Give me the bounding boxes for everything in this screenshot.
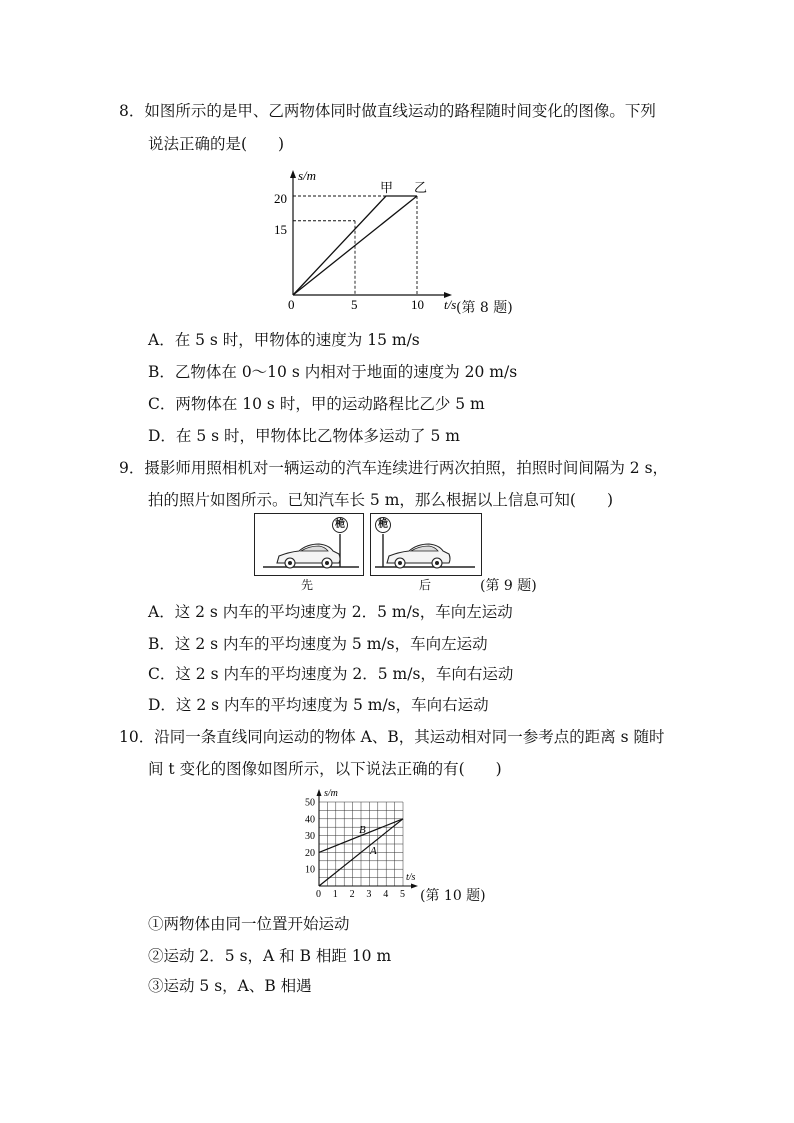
q8-y-label: s/m — [298, 168, 317, 183]
q8-origin: 0 — [288, 297, 295, 312]
q8-xtick-10: 10 — [411, 297, 424, 312]
q8-caption: (第 8 题) — [456, 300, 513, 316]
q8-st-graph — [260, 165, 470, 315]
q9-option-a: A．这 2 s 内车的平均速度为 2．5 m/s，车向左运动 — [148, 603, 513, 621]
q9-option-d: D．这 2 s 内车的平均速度为 5 m/s，车向右运动 — [148, 696, 489, 714]
q8-label-jia: 甲 — [380, 180, 394, 195]
q8-y-arrow — [290, 170, 296, 178]
q10-statement-1: ①两物体由同一位置开始运动 — [148, 915, 350, 933]
q10-ytick: 30 — [305, 831, 315, 843]
q8-option-a: A．在 5 s 时，甲物体的速度为 15 m/s — [148, 331, 420, 349]
q10-label-b: B — [359, 824, 366, 836]
q10-stem-line1: 10．沿同一条直线同向运动的物体 A、B，其运动相对同一参考点的距离 s 随时 — [119, 728, 665, 746]
q10-ytick: 50 — [305, 797, 315, 809]
sign-icon: 桅 — [332, 517, 348, 533]
q8-xtick-5: 5 — [351, 297, 358, 312]
q10-y-label: s/m — [324, 788, 338, 799]
q10-statement-3: ③运动 5 s，A、B 相遇 — [148, 977, 312, 995]
q8-x-label: t/s — [444, 297, 457, 312]
q10-xtick: 2 — [349, 889, 355, 900]
q10-xtick: 0 — [316, 889, 321, 900]
q10-x-arrow — [411, 884, 418, 889]
car-shape — [277, 544, 340, 568]
q10-label-a: A — [370, 845, 377, 857]
q8-label-yi: 乙 — [414, 180, 428, 195]
q8-option-d: D．在 5 s 时，甲物体比乙物体多运动了 5 m — [148, 427, 460, 445]
q9-stem-line1: 9．摄影师用照相机对一辆运动的汽车连续进行两次拍照，拍照时间间隔为 2 s， — [119, 459, 669, 477]
q9-caption: (第 9 题) — [480, 578, 537, 594]
sign-icon: 桅 — [375, 517, 391, 533]
q9-photo-first — [254, 513, 364, 576]
q8-stem-line2: 说法正确的是( ) — [148, 135, 285, 153]
q10-x-label: t/s — [406, 872, 416, 883]
q10-y-arrow — [317, 789, 322, 796]
q10-xtick: 3 — [366, 889, 372, 900]
q9-photo-label-first: 先 — [301, 578, 314, 592]
q8-option-c: C．两物体在 10 s 时，甲的运动路程比乙少 5 m — [148, 395, 485, 413]
q9-option-c: C．这 2 s 内车的平均速度为 2．5 m/s，车向右运动 — [148, 665, 514, 683]
q10-xtick: 1 — [332, 889, 338, 900]
q8-option-b: B．乙物体在 0～10 s 内相对于地面的速度为 20 m/s — [148, 363, 518, 381]
q8-ytick-15: 15 — [274, 222, 287, 237]
q8-series-line-1 — [293, 196, 417, 295]
q10-ytick: 20 — [305, 847, 315, 859]
q10-xtick: 4 — [383, 889, 389, 900]
q10-xtick: 5 — [400, 889, 405, 900]
car-shape — [387, 544, 450, 568]
q9-photo-second — [370, 513, 482, 576]
q8-ytick-20: 20 — [274, 191, 287, 206]
q10-stem-line2: 间 t 变化的图像如图所示，以下说法正确的有( ) — [148, 760, 502, 778]
q10-ytick: 10 — [305, 864, 315, 876]
q9-option-b: B．这 2 s 内车的平均速度为 5 m/s，车向左运动 — [148, 635, 488, 653]
q10-statement-2: ②运动 2．5 s，A 和 B 相距 10 m — [148, 947, 392, 965]
q9-stem-line2: 拍的照片如图所示。已知汽车长 5 m，那么根据以上信息可知( ) — [148, 491, 614, 509]
q10-caption: (第 10 题) — [420, 888, 486, 904]
q10-ytick: 40 — [305, 814, 315, 826]
q10-st-graph — [300, 786, 430, 902]
q9-photo-label-second: 后 — [419, 578, 432, 592]
q8-stem-line1: 8．如图所示的是甲、乙两物体同时做直线运动的路程随时间变化的图像。下列 — [119, 102, 656, 120]
